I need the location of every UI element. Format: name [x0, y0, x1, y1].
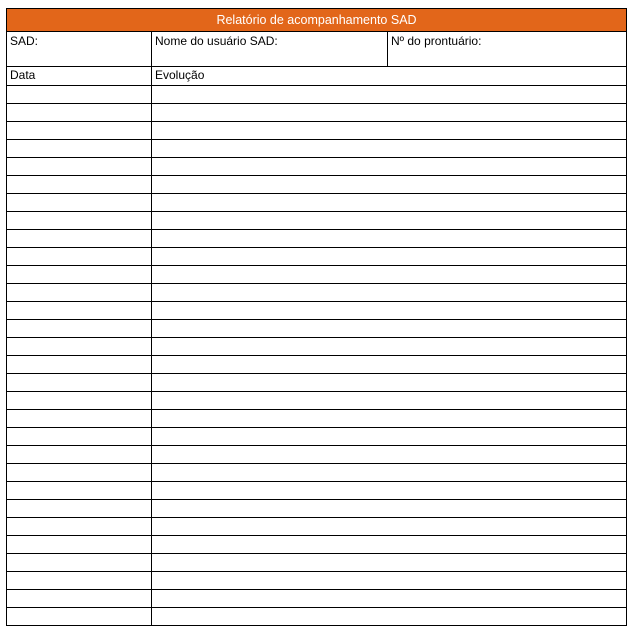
table-row [7, 500, 627, 518]
cell-data[interactable] [7, 536, 152, 554]
cell-evolucao[interactable] [152, 572, 627, 590]
cell-data[interactable] [7, 554, 152, 572]
column-header-row [7, 67, 627, 86]
cell-evolucao[interactable] [152, 140, 627, 158]
table-row [7, 140, 627, 158]
cell-data[interactable] [7, 194, 152, 212]
cell-evolucao[interactable] [152, 482, 627, 500]
field-nome-usuario-sad-label: Nome do usuário SAD: [155, 34, 278, 48]
field-nome-usuario-sad[interactable] [152, 32, 388, 67]
table-row [7, 284, 627, 302]
cell-data[interactable] [7, 176, 152, 194]
form-body [7, 9, 627, 86]
cell-evolucao[interactable] [152, 428, 627, 446]
cell-evolucao[interactable] [152, 122, 627, 140]
cell-evolucao[interactable] [152, 536, 627, 554]
document-page [0, 8, 632, 613]
cell-data[interactable] [7, 374, 152, 392]
table-row [7, 446, 627, 464]
cell-data[interactable] [7, 482, 152, 500]
entries-body [7, 86, 627, 626]
table-row [7, 554, 627, 572]
table-row [7, 86, 627, 104]
sad-followup-form [6, 8, 627, 626]
cell-evolucao[interactable] [152, 86, 627, 104]
table-row [7, 320, 627, 338]
table-row [7, 122, 627, 140]
cell-evolucao[interactable] [152, 176, 627, 194]
cell-evolucao[interactable] [152, 500, 627, 518]
table-row [7, 572, 627, 590]
cell-data[interactable] [7, 284, 152, 302]
table-row [7, 608, 627, 626]
cell-data[interactable] [7, 500, 152, 518]
table-row [7, 176, 627, 194]
cell-data[interactable] [7, 518, 152, 536]
cell-data[interactable] [7, 248, 152, 266]
cell-data[interactable] [7, 356, 152, 374]
cell-evolucao[interactable] [152, 248, 627, 266]
document-title: Relatório de acompanhamento SAD [7, 9, 627, 32]
cell-data[interactable] [7, 86, 152, 104]
field-numero-prontuario[interactable] [388, 32, 627, 67]
table-row [7, 230, 627, 248]
field-numero-prontuario-label: Nº do prontuário: [391, 34, 482, 48]
cell-data[interactable] [7, 410, 152, 428]
cell-evolucao[interactable] [152, 320, 627, 338]
cell-evolucao[interactable] [152, 158, 627, 176]
cell-data[interactable] [7, 266, 152, 284]
cell-evolucao[interactable] [152, 374, 627, 392]
table-row [7, 266, 627, 284]
table-row [7, 374, 627, 392]
table-row [7, 536, 627, 554]
table-row [7, 482, 627, 500]
cell-data[interactable] [7, 428, 152, 446]
cell-evolucao[interactable] [152, 338, 627, 356]
cell-evolucao[interactable] [152, 464, 627, 482]
cell-data[interactable] [7, 122, 152, 140]
cell-evolucao[interactable] [152, 104, 627, 122]
cell-data[interactable] [7, 104, 152, 122]
cell-evolucao[interactable] [152, 446, 627, 464]
table-row [7, 158, 627, 176]
cell-data[interactable] [7, 572, 152, 590]
cell-evolucao[interactable] [152, 518, 627, 536]
table-row [7, 338, 627, 356]
cell-data[interactable] [7, 608, 152, 626]
cell-evolucao[interactable] [152, 212, 627, 230]
table-row [7, 428, 627, 446]
cell-evolucao[interactable] [152, 284, 627, 302]
cell-data[interactable] [7, 392, 152, 410]
cell-data[interactable] [7, 158, 152, 176]
column-header-evolucao: Evolução [152, 67, 627, 86]
table-row [7, 248, 627, 266]
cell-data[interactable] [7, 230, 152, 248]
cell-data[interactable] [7, 464, 152, 482]
cell-evolucao[interactable] [152, 554, 627, 572]
field-sad[interactable] [7, 32, 152, 67]
field-sad-label: SAD: [10, 34, 39, 48]
table-row [7, 392, 627, 410]
cell-evolucao[interactable] [152, 230, 627, 248]
table-row [7, 302, 627, 320]
cell-data[interactable] [7, 140, 152, 158]
cell-evolucao[interactable] [152, 356, 627, 374]
cell-data[interactable] [7, 302, 152, 320]
table-row [7, 464, 627, 482]
cell-evolucao[interactable] [152, 410, 627, 428]
table-row [7, 356, 627, 374]
title-row [7, 9, 627, 32]
cell-data[interactable] [7, 446, 152, 464]
fields-row [7, 32, 627, 67]
column-header-data: Data [7, 67, 152, 86]
cell-evolucao[interactable] [152, 194, 627, 212]
cell-evolucao[interactable] [152, 608, 627, 626]
cell-evolucao[interactable] [152, 302, 627, 320]
table-row [7, 518, 627, 536]
cell-data[interactable] [7, 338, 152, 356]
cell-evolucao[interactable] [152, 266, 627, 284]
table-row [7, 104, 627, 122]
cell-evolucao[interactable] [152, 392, 627, 410]
cell-data[interactable] [7, 320, 152, 338]
table-row [7, 410, 627, 428]
table-row [7, 212, 627, 230]
table-row [7, 194, 627, 212]
cell-data[interactable] [7, 212, 152, 230]
